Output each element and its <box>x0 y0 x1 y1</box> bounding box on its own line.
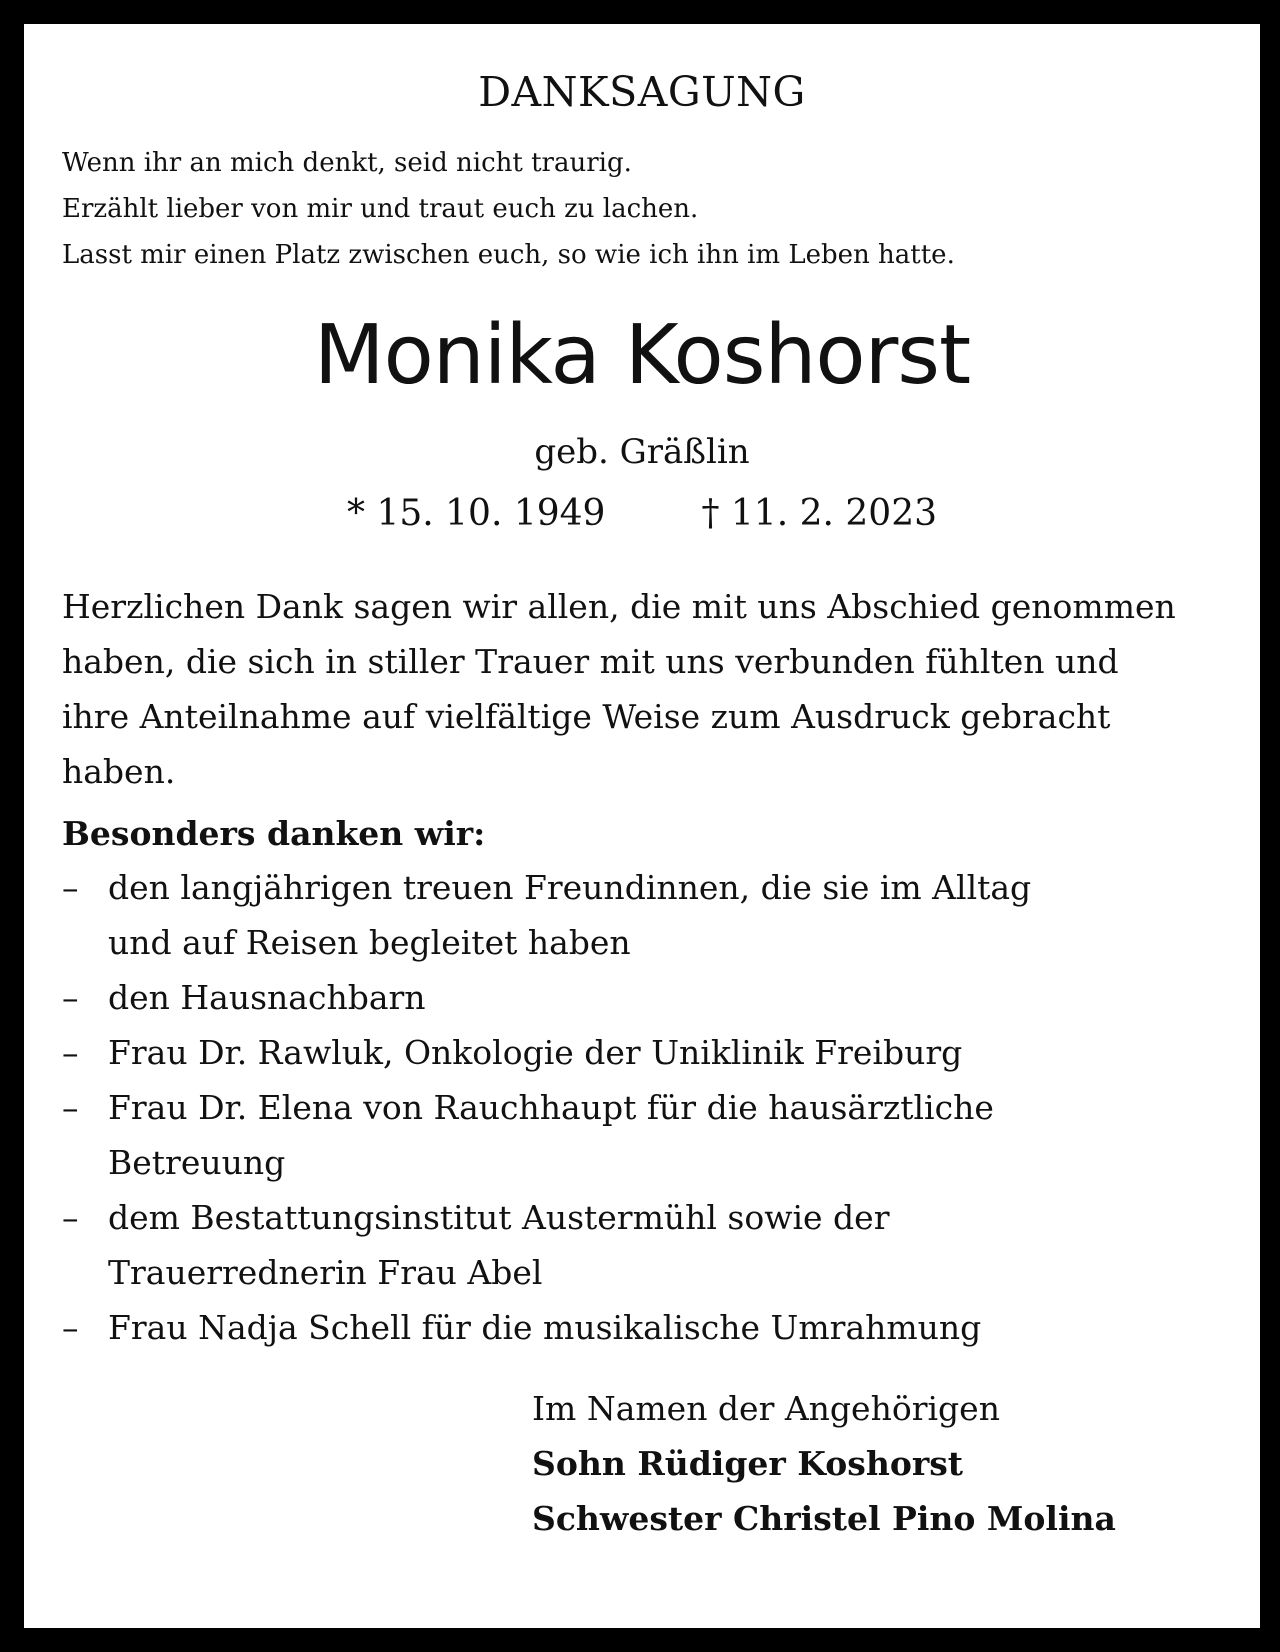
signoff-line: Im Namen der Angehörigen <box>532 1389 1000 1428</box>
list-item <box>62 860 1242 970</box>
list-item-line: Betreuung <box>108 1143 286 1182</box>
maiden-name: geb. Gräßlin <box>534 432 750 472</box>
obituary-card <box>24 24 1260 1628</box>
notice-heading: DANKSAGUNG <box>478 68 806 116</box>
poem-line: Wenn ihr an mich denkt, seid nicht traurig. <box>62 148 632 178</box>
special-thanks-heading: Besonders danken wir: <box>62 814 486 853</box>
thanks-paragraph <box>62 579 1242 799</box>
dash-bullet: – <box>62 1033 79 1072</box>
poem <box>62 140 1222 278</box>
signer-name: Sohn Rüdiger Koshorst <box>532 1444 964 1483</box>
signature-block <box>532 1381 1116 1546</box>
list-item-line: den Hausnachbarn <box>108 978 426 1017</box>
signer-name: Schwester Christel Pino Molina <box>532 1499 1116 1538</box>
list-item-line: Frau Nadja Schell für die musikalische Umrahmung <box>108 1308 982 1347</box>
special-thanks-list <box>62 860 1242 1355</box>
list-item-line: Frau Dr. Rawluk, Onkologie der Uniklinik Freiburg <box>108 1033 963 1072</box>
list-item <box>62 1025 1242 1080</box>
dash-bullet: – <box>62 978 79 1017</box>
list-item <box>62 970 1242 1025</box>
deceased-name: Monika Koshorst <box>313 308 971 403</box>
thanks-line: Herzlichen Dank sagen wir allen, die mit uns Abschied genommen <box>62 587 1176 626</box>
dash-bullet: – <box>62 1198 79 1237</box>
poem-line: Erzählt lieber von mir und traut euch zu lachen. <box>62 194 699 224</box>
list-item-line: Trauerrednerin Frau Abel <box>108 1253 543 1292</box>
dash-bullet: – <box>62 1308 79 1347</box>
death-date: † 11. 2. 2023 <box>701 493 937 534</box>
list-item <box>62 1190 1242 1300</box>
list-item-line: Frau Dr. Elena von Rauchhaupt für die hausärztliche <box>108 1088 994 1127</box>
list-item <box>62 1300 1242 1355</box>
list-item-line: und auf Reisen begleitet haben <box>108 923 631 962</box>
list-item-line: den langjährigen treuen Freundinnen, die sie im Alltag <box>108 868 1032 907</box>
thanks-line: haben, die sich in stiller Trauer mit uns verbunden fühlten und <box>62 642 1119 681</box>
poem-line: Lasst mir einen Platz zwischen euch, so wie ich ihn im Leben hatte. <box>62 240 955 270</box>
dash-bullet: – <box>62 868 79 907</box>
thanks-line: haben. <box>62 752 176 791</box>
thanks-line: ihre Anteilnahme auf vielfältige Weise zum Ausdruck gebracht <box>62 697 1111 736</box>
list-item <box>62 1080 1242 1190</box>
dash-bullet: – <box>62 1088 79 1127</box>
birth-date: * 15. 10. 1949 <box>347 493 606 534</box>
life-dates <box>24 492 1260 535</box>
list-item-line: dem Bestattungsinstitut Austermühl sowie der <box>108 1198 890 1237</box>
